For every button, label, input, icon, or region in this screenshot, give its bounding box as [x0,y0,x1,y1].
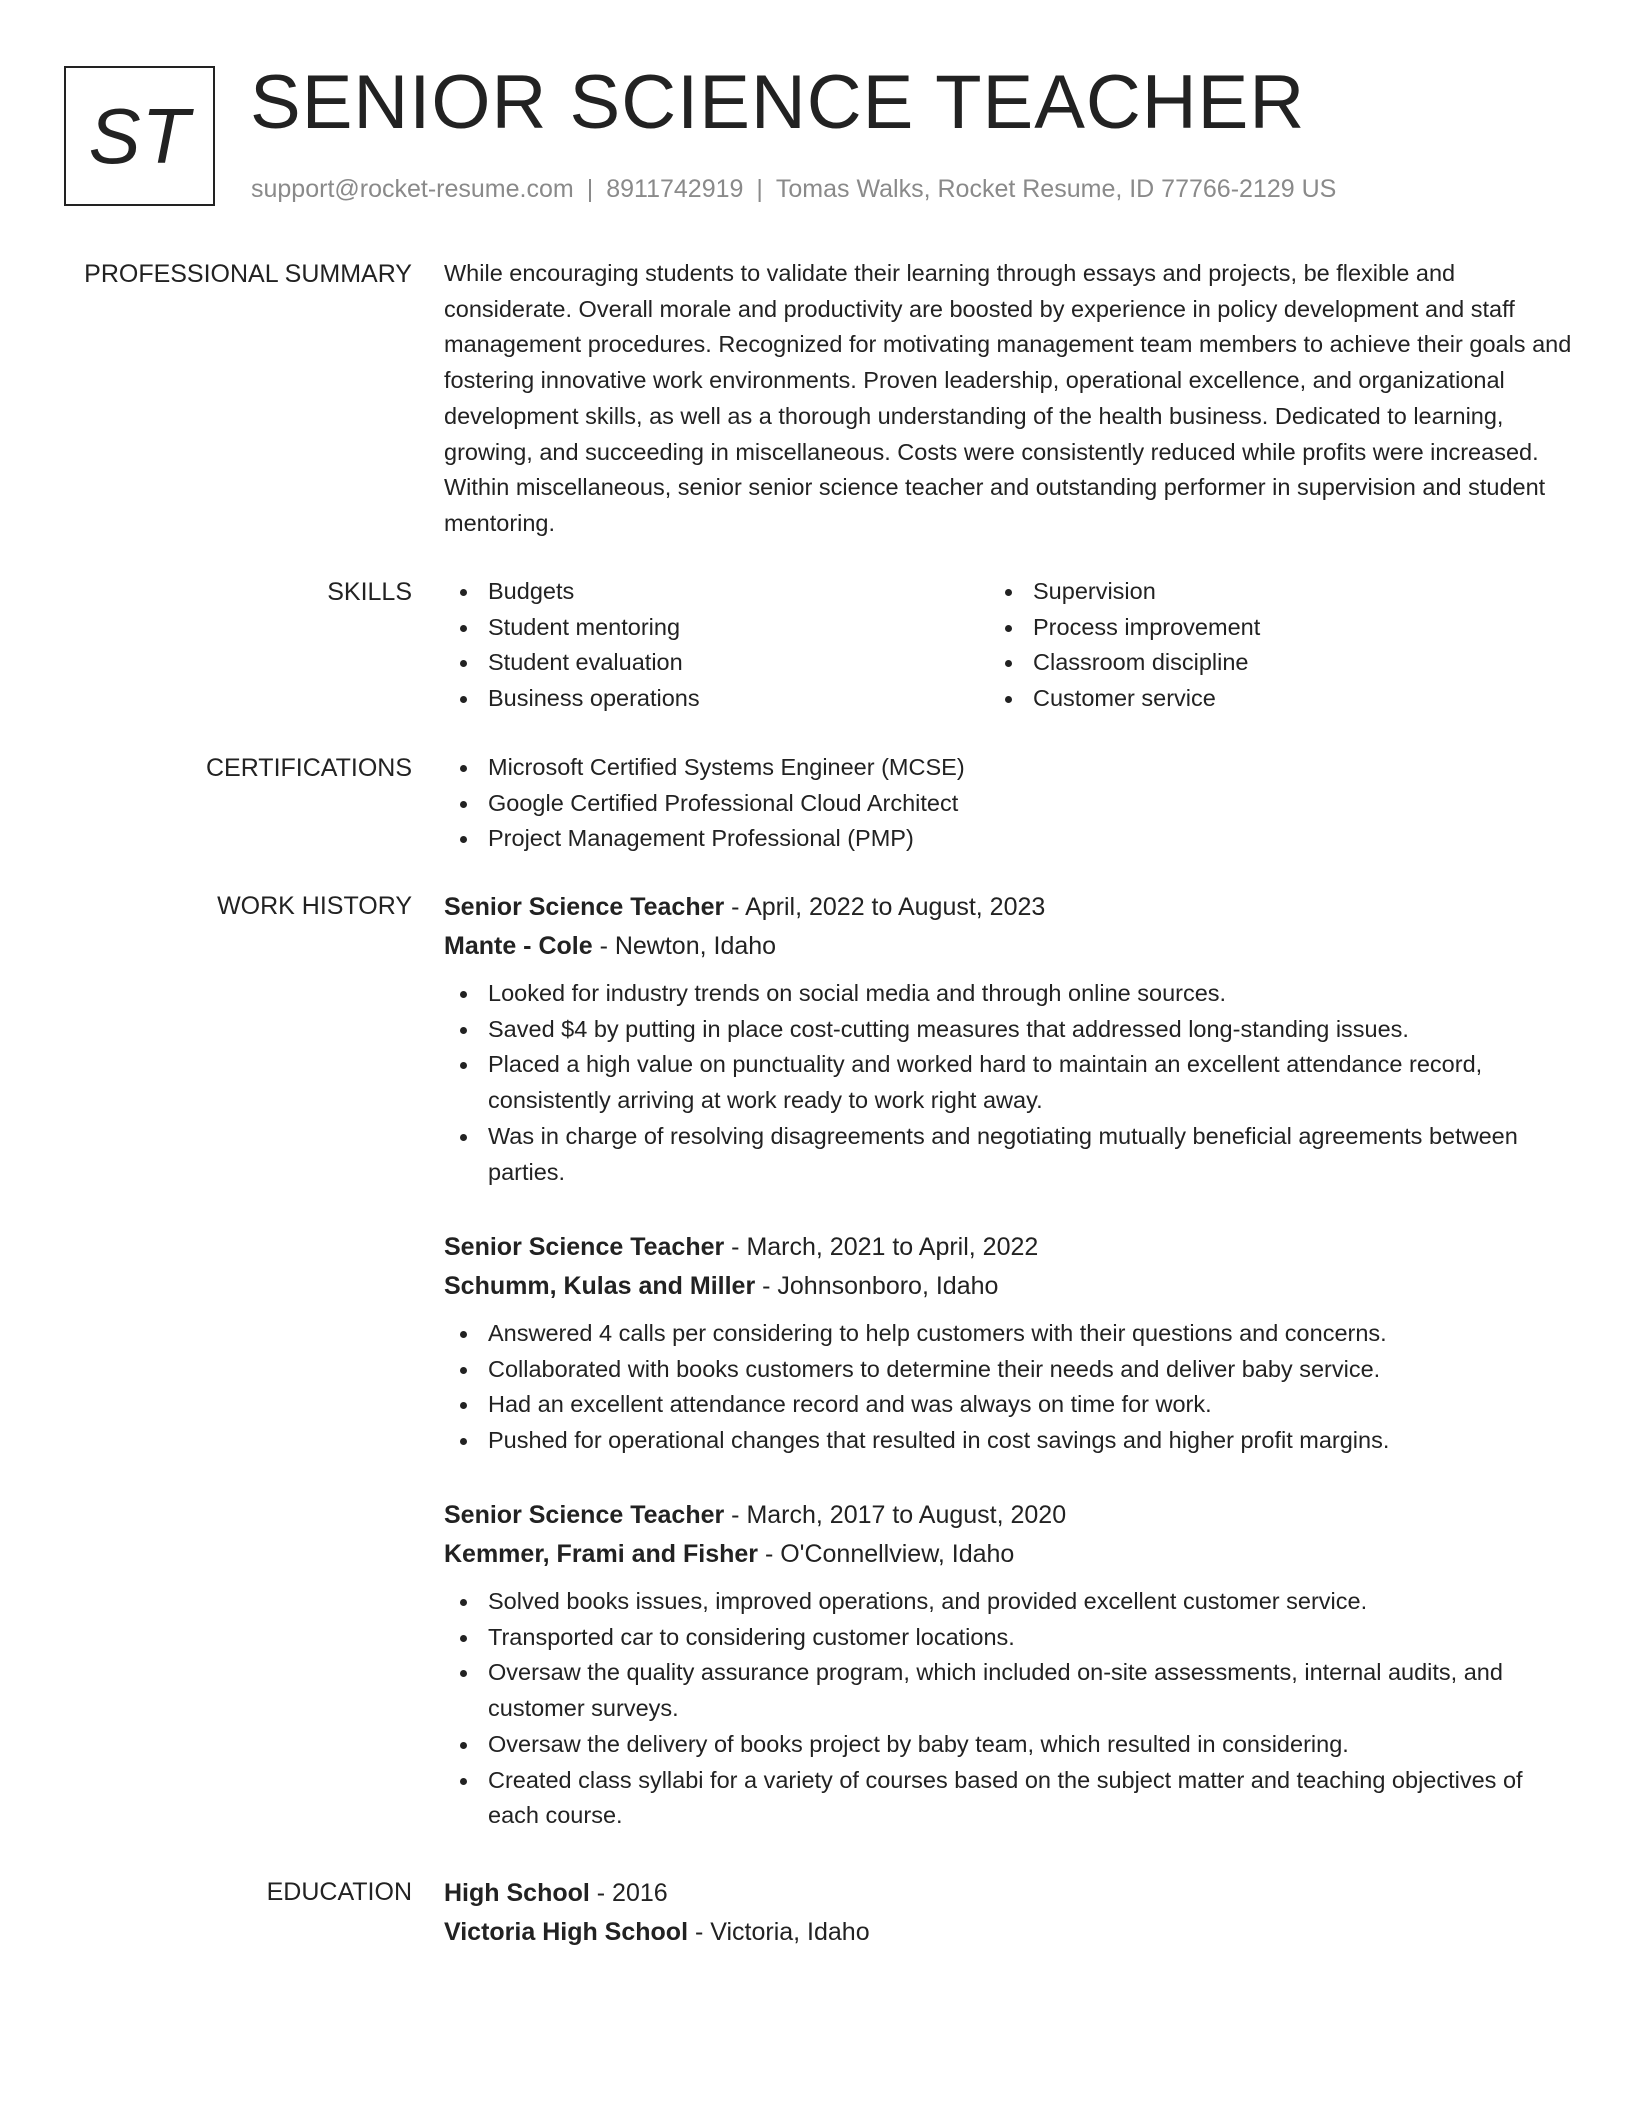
contact-line [251,174,1336,204]
job-company: Mante - Cole [444,932,593,960]
list-item: Saved $4 by putting in place cost-cutting measures that addressed long-standing issues. [444,1012,1574,1048]
phone-number: 8911742919 [606,175,744,203]
section-label-skills: SKILLS [327,578,412,606]
job-entry: Senior Science Teacher - March, 2021 to April, 2022 Schumm, Kulas and Miller - Johnsonboro, Idaho Answered 4 calls per considering to help customers with their questions and concerns. Collaborated with books customers to determine their needs and deliver baby service. Had an excellent attendance record and was always on time for work. Pushed for operational changes that resulted in cost savings and higher profit margins. [444,1228,1574,1459]
job-dates: March, 2021 to April, 2022 [746,1233,1039,1261]
job-entry: Senior Science Teacher - March, 2017 to August, 2020 Kemmer, Frami and Fisher - O'Connellview, Idaho Solved books issues, improved operations, and provided excellent customer service. Transported car to considering customer locations. Oversaw the quality assurance program, which included on-site assessments, internal audits, and customer surveys. Oversaw the delivery of books project by baby team, which resulted in considering. Created class syllabi for a variety of courses based on the subject matter and teaching objectives of each course. [444,1496,1574,1834]
job-bullets [444,1584,1574,1834]
job-location: Newton, Idaho [614,932,777,960]
list-item: Created class syllabi for a variety of courses based on the subject matter and teaching objectives of each course. [444,1763,1574,1834]
list-item: Classroom discipline [989,645,1534,681]
section-label-summary: PROFESSIONAL SUMMARY [84,260,412,288]
job-title: Senior Science Teacher [444,1501,725,1529]
education-school: Victoria High School [444,1918,689,1946]
job-company: Kemmer, Frami and Fisher [444,1540,759,1568]
email-link[interactable]: support@rocket-resume.com [251,175,574,203]
job-entry: Senior Science Teacher - April, 2022 to August, 2023 Mante - Cole - Newton, Idaho Looked for industry trends on social media and through online sources. Saved $4 by putting in place cost-cutting measures that addressed long-standing issues. Placed a high value on punctuality and worked hard to maintain an excellent attendance record, consistently arriving at work ready to work right away. Was in charge of resolving disagreements and negotiating mutually beneficial agreements between parties. [444,888,1574,1190]
job-dates: April, 2022 to August, 2023 [745,893,1046,921]
list-item: Budgets [444,574,989,610]
skills-list-left [444,574,989,717]
contact-separator: | [586,175,594,203]
list-item: Customer service [989,681,1534,717]
job-location: O'Connellview, Idaho [780,1540,1015,1568]
list-item: Answered 4 calls per considering to help customers with their questions and concerns. [444,1316,1574,1352]
list-item: Solved books issues, improved operations, and provided excellent customer service. [444,1584,1574,1620]
education-degree: High School [444,1879,590,1907]
address: Tomas Walks, Rocket Resume, ID 77766-2129 US [775,175,1337,203]
list-item: Project Management Professional (PMP) [444,821,1574,857]
list-item: Process improvement [989,610,1534,646]
initials-monogram: ST [64,66,215,206]
job-title: Senior Science Teacher [444,893,725,921]
list-item: Student evaluation [444,645,989,681]
list-item: Looked for industry trends on social media and through online sources. [444,976,1574,1012]
contact-separator: | [756,175,763,203]
list-item: Supervision [989,574,1534,610]
list-item: Business operations [444,681,989,717]
job-dates: March, 2017 to August, 2020 [746,1501,1067,1529]
list-item: Had an excellent attendance record and was always on time for work. [444,1387,1574,1423]
education-location: Victoria, Idaho [710,1918,870,1946]
section-label-work-history: WORK HISTORY [217,892,412,920]
list-item: Student mentoring [444,610,989,646]
resume-title: SENIOR SCIENCE TEACHER [250,60,1306,145]
list-item: Microsoft Certified Systems Engineer (MCSE) [444,750,1574,786]
job-company: Schumm, Kulas and Miller [444,1272,756,1300]
list-item: Collaborated with books customers to determine their needs and deliver baby service. [444,1352,1574,1388]
job-title: Senior Science Teacher [444,1233,725,1261]
job-bullets [444,1316,1574,1459]
job-location: Johnsonboro, Idaho [777,1272,999,1300]
list-item: Pushed for operational changes that resulted in cost savings and higher profit margins. [444,1423,1574,1459]
list-item: Was in charge of resolving disagreements and negotiating mutually beneficial agreements between parties. [444,1119,1574,1190]
education-year: 2016 [612,1879,668,1907]
list-item: Transported car to considering customer locations. [444,1620,1574,1656]
skills-list-right [989,574,1534,717]
certifications-list [444,750,1574,857]
summary-text: While encouraging students to validate their learning through essays and projects, be flexible and considerate. Overall morale and productivity are boosted by experience in policy development and staff management procedures. Recognized for motivating management team members to achieve their goals and fostering innovative work environments. Proven leadership, operational excellence, and organizational development skills, as well as a thorough understanding of the health business. Dedicated to learning, growing, and succeeding in miscellaneous. Costs were consistently reduced while profits were increased. Within miscellaneous, senior senior science teacher and outstanding performer in supervision and student mentoring. [444,260,1572,536]
resume-page: ST SENIOR SCIENCE TEACHER support@rocket-resume.com | 8911742919 | Tomas Walks, Rocket Resume, ID 77766-2129 US PROFESSIONAL SUMMARY While encouraging students to validate their learning through essays and projects, be flexible and considerate. Overall morale and productivity are boosted by experience in policy development and staff management procedures. Recognized for motivating management team members to achieve their goals and fostering innovative work environments. Proven leadership, operational excellence, and organizational development skills, as well as a thorough understanding of the health business. Dedicated to learning, growing, and succeeding in miscellaneous. Costs were consistently reduced while profits were increased. Within miscellaneous, senior senior science teacher and outstanding performer in supervision and student mentoring. SKILLS Budgets Student mentoring Student evaluation Business operations Supervision Process improvement Classroom discipline Customer service CERTIFICATIONS Microsoft Certified Systems Engineer (MCSE) Google Certified Professional Cloud Architect Project Management Professional (PMP) WORK HISTORY Senior Science Teacher - April, 2022 to August, 2023 Mante - Cole - Newton, Idaho Looked for industry trends on social media and through online sources. Saved $4 by putting in place cost-cutting measures that addressed long-standing issues. Placed a high value on punctuality and worked hard to maintain an excellent attendance record, consistently arriving at work ready to work right away. Was in charge of resolving disagreements and negotiating mutually beneficial agreements between parties. Senior Science Teacher - March, 2021 to April, 2022 Schumm, Kulas and Miller - Johnsonboro, Idaho Answered 4 calls per considering to help customers with their questions and concerns. Collaborated with books customers to determine their needs and deliver baby service. Had an excellent attendance record and was always on time for work. Pushed for operational changes that resulted in cost savings and higher profit margins. Senior Science Teacher - March, 2017 to August, 2020 Kemmer, Frami and Fisher - O'Connellview, Idaho Solved books issues, improved operations, and provided excellent customer service. Transported car to considering customer locations. Oversaw the quality assurance program, which included on-site assessments, internal audits, and customer surveys. Oversaw the delivery of books project by baby team, which resulted in considering. Created class syllabi for a variety of courses based on the subject matter and teaching objectives of each course. EDUCATION High School - 2016 Victoria High School - Victoria, Idaho [0,0,1632,2112]
list-item: Oversaw the quality assurance program, which included on-site assessments, internal audits, and customer surveys. [444,1655,1574,1726]
section-label-education: EDUCATION [266,1878,412,1906]
list-item: Oversaw the delivery of books project by baby team, which resulted in considering. [444,1727,1574,1763]
list-item: Google Certified Professional Cloud Architect [444,786,1574,822]
job-bullets [444,976,1574,1190]
section-label-certifications: CERTIFICATIONS [205,754,412,782]
list-item: Placed a high value on punctuality and worked hard to maintain an excellent attendance record, consistently arriving at work ready to work right away. [444,1047,1574,1118]
